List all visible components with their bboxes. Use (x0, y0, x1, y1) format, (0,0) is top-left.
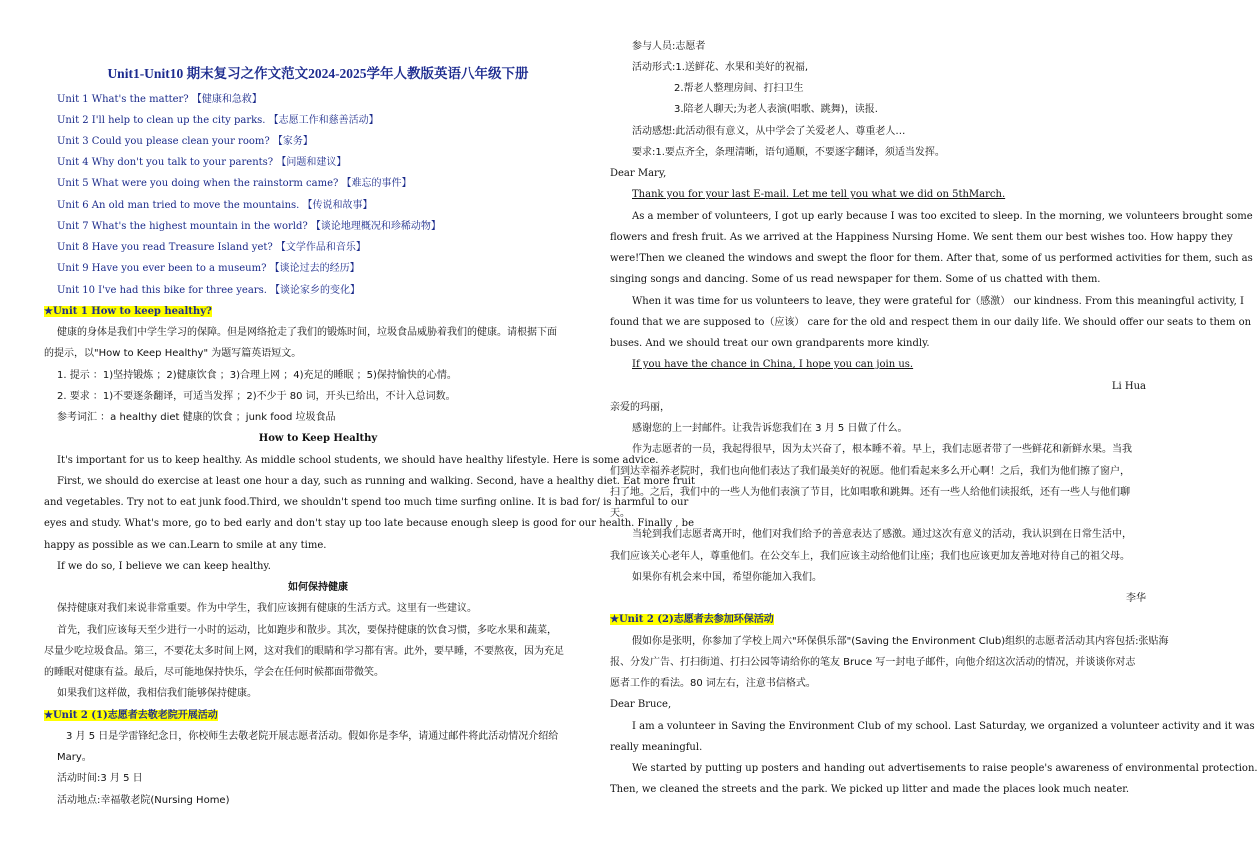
vocab-text: 参考词汇 ：a healthy diet 健康的饮食 ；junk food 垃圾食品 (57, 412, 336, 423)
page-title: Unit1-Unit10 期末复习之作文范文2024-2025学年人教版英语八年级下册 (107, 66, 529, 81)
task-text: 3 月 5 日是学雷锋纪念日，你校师生去敬老院开展志愿者活动。假如你是李华，请通过邮件将此活动情况介绍给 (66, 731, 559, 742)
activity-place: 活动地点:幸福敬老院(Nursing Home) (57, 795, 230, 806)
letter-line: buses. And we should treat our own grandparents more kindly. (610, 338, 930, 349)
task-text: 假如你是张明，你参加了学校上周六"环保俱乐部"(Saving the Environment Club)组织的志愿者活动其内容包括:张贴海 (632, 636, 1169, 647)
unit-list-item: Unit 5 What were you doing when the rainstorm came? 【难忘的事件】 (57, 178, 412, 189)
essay-line: eyes and study. What's more, go to bed early and don't stay up too late because enough sleep is good for our health. Finally , be (44, 518, 694, 529)
letter-greeting: Dear Mary, (610, 168, 667, 179)
unit-list-item: Unit 7 What's the highest mountain in the world? 【谈论地理概况和珍稀动物】 (57, 221, 441, 232)
activity-time: 活动时间:3 月 5 日 (57, 773, 143, 784)
essay-title: How to Keep Healthy (258, 433, 378, 444)
letter-line: really meaningful. (610, 742, 703, 753)
activity-people: 参与人员:志愿者 (632, 41, 706, 52)
essay-line: and vegetables. Try not to eat junk food.Third, we shouldn't spend too much time surfing online. It is bad for/ is harmful to our (44, 497, 689, 508)
essay-line: It's important for us to keep healthy. As middle school students, we should have healthy lifestyle. Here is some advice. (57, 455, 659, 466)
translation-line: 的睡眠对健康有益。最后，尽可能地保持快乐，学会在任何时候都面带微笑。 (44, 667, 384, 678)
unit-list-item: Unit 8 Have you read Treasure Island yet? 【文学作品和音乐】 (57, 242, 366, 253)
task-text: Mary。 (57, 752, 92, 763)
translation-line: 天。 (610, 508, 630, 519)
letter-line: As a member of volunteers, I got up early because I was too excited to sleep. In the morning, we volunteers brought some (632, 211, 1253, 222)
translation-line: 作为志愿者的一员，我起得很早，因为太兴奋了，根本睡不着。早上，我们志愿者带了一些鲜花和新鲜水果。当我 (632, 444, 1132, 455)
task-requirement: 要求:1.要点齐全，条理清晰，语句通顺，不要逐字翻译，须适当发挥。 (632, 147, 945, 158)
unit2b-heading-row (610, 613, 1158, 627)
letter-line: Then, we cleaned the streets and the park. We picked up litter and made the places look much neater. (610, 784, 1130, 795)
letter-line: were!Then we cleaned the windows and swept the floor for them. After that, some of us performed activities for them, such as (610, 253, 1253, 264)
letter-line: If you have the chance in China, I hope you can join us. (632, 359, 914, 370)
prompt-text: 的提示，以"How to Keep Healthy" 为题写篇英语短文。 (44, 348, 302, 359)
translation-signature: 李华 (1126, 593, 1146, 604)
unit-list-item: Unit 2 I'll help to clean up the city parks. 【志愿工作和慈善活动】 (57, 115, 379, 126)
translation-line: 感谢您的上一封邮件。让我告诉您我们在 3 月 5 日做了什么。 (632, 423, 908, 434)
prompt-text: 健康的身体是我们中学生学习的保障。但是网络抢走了我们的锻炼时间，垃圾食品威胁着我们的健康。请根据下面 (57, 327, 557, 338)
translation-line: 们到达幸福养老院时，我们也向他们表达了我们最美好的祝愿。他们看起来多么开心啊！之后，我们为他们擦了窗户， (610, 466, 1130, 477)
essay-line: happy as possible as we can.Learn to smile at any time. (44, 540, 327, 551)
unit2a-heading-row (44, 709, 592, 723)
unit2a-heading: ★Unit 2 (1)志愿者去敬老院开展活动 (44, 710, 218, 721)
activity-form: 3.陪老人聊天;为老人表演(唱歌、跳舞)，读报. (674, 104, 878, 115)
unit-list-item: Unit 6 An old man tried to move the mountains. 【传说和故事】 (57, 200, 373, 211)
unit-list-item: Unit 4 Why don't you talk to your parents? 【问题和建议】 (57, 157, 347, 168)
requirement-text: 2. 要求 ：1)不要逐条翻译，可适当发挥 ；2)不少于 80 词，开头已给出，不计入总词数。 (57, 391, 456, 402)
activity-form: 活动形式:1.送鲜花、水果和美好的祝福, (632, 62, 809, 73)
unit-list-item: Unit 9 Have you ever been to a museum? 【谈论过去的经历】 (57, 263, 360, 274)
essay-line: First, we should do exercise at least one hour a day, such as running and walking. Second, have a healthy diet. Eat more fruit (57, 476, 696, 487)
unit-list-item: Unit 3 Could you please clean your room? 【家务】 (57, 136, 313, 147)
essay-line: If we do so, I believe we can keep healthy. (57, 561, 271, 572)
translation-greeting: 亲爱的玛丽， (610, 402, 670, 413)
translation-line: 首先，我们应该每天至少进行一小时的运动，比如跑步和散步。其次，要保持健康的饮食习惯，多吃水果和蔬菜， (57, 625, 557, 636)
translation-line: 扫了地。之后，我们中的一些人为他们表演了节目，比如唱歌和跳舞。还有一些人给他们读报纸，还有一些人与他们聊 (610, 487, 1130, 498)
translation-line: 当轮到我们志愿者离开时，他们对我们给予的善意表达了感激。通过这次有意义的活动，我认识到在日常生活中， (632, 529, 1132, 540)
unit1-heading-row (44, 305, 592, 319)
letter-line: flowers and fresh fruit. As we arrived at the Happiness Nursing Home. We sent them our best wishes too. How happy they (610, 232, 1233, 243)
translation-title: 如何保持健康 (288, 582, 348, 593)
task-text: 报、分发广告、打扫街道、打扫公园等请给你的笔友 Bruce 写一封电子邮件，向他介绍这次活动的情况，并谈谈你对志 (610, 657, 1136, 668)
activity-form: 2.帮老人整理房间、打扫卫生 (674, 83, 804, 94)
letter-line: found that we are supposed to（应该） care for the old and respect them in our daily life. We should offer our seats to them on (610, 317, 1252, 328)
letter-line: singing songs and dancing. Some of us read newspaper for them. Some of us chatted with them. (610, 274, 1101, 285)
task-text: 愿者工作的看法。80 词左右，注意书信格式。 (610, 678, 816, 689)
translation-line: 我们应该关心老年人，尊重他们。在公交车上，我们应该主动给他们让座；我们也应该更加友善地对待自己的祖父母。 (610, 551, 1130, 562)
translation-line: 保持健康对我们来说非常重要。作为中学生，我们应该拥有健康的生活方式。这里有一些建议。 (57, 603, 477, 614)
activity-feeling: 活动感想:此活动很有意义，从中学会了关爱老人、尊重老人… (632, 126, 906, 137)
letter-line: When it was time for us volunteers to leave, they were grateful for（感激） our kindness. From this meaningful activity, I (632, 296, 1244, 307)
unit-list-item: Unit 10 I've had this bike for three years. 【谈论家乡的变化】 (57, 285, 361, 296)
unit2b-heading: ★Unit 2 (2)志愿者去参加环保活动 (610, 614, 774, 625)
letter-line: We started by putting up posters and handing out advertisements to raise people's awareness of environmental protection. (632, 763, 1258, 774)
unit1-heading: ★Unit 1 How to keep healthy? (44, 306, 212, 317)
translation-line: 如果你有机会来中国，希望你能加入我们。 (632, 572, 822, 583)
letter-line: Thank you for your last E-mail. Let me tell you what we did on 5thMarch. (632, 189, 1006, 200)
tips-text: 1. 提示 ：1)坚持锻炼 ；2)健康饮食 ；3)合理上网 ；4)充足的睡眠 ；5)保持愉快的心情。 (57, 370, 457, 381)
translation-line: 如果我们这样做，我相信我们能够保持健康。 (57, 688, 257, 699)
translation-line: 尽量少吃垃圾食品。第三，不要花太多时间上网，这对我们的眼睛和学习都有害。此外，要早睡，不要熬夜，因为充足 (44, 646, 564, 657)
letter-greeting: Dear Bruce, (610, 699, 672, 710)
letter-signature: Li Hua (1111, 381, 1146, 392)
letter-line: I am a volunteer in Saving the Environment Club of my school. Last Saturday, we organized a volunteer activity and it was (632, 721, 1255, 732)
unit-list-item: Unit 1 What's the matter? 【健康和急救】 (57, 94, 262, 105)
